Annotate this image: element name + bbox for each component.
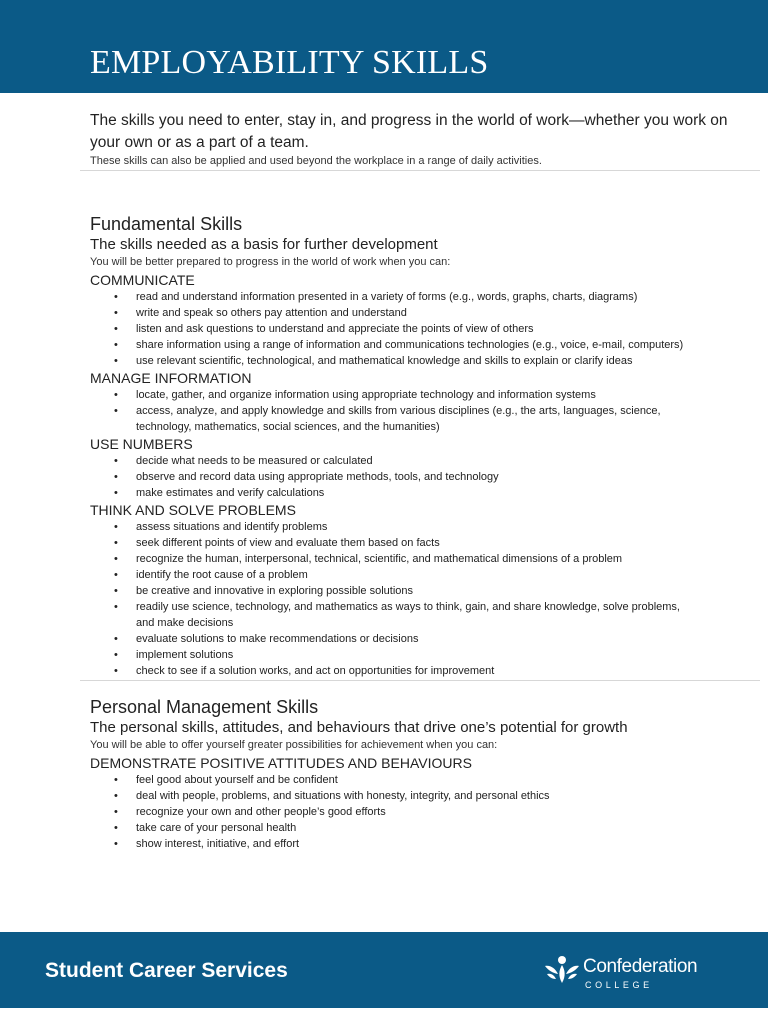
skill-groups (90, 754, 750, 852)
intro-sub: These skills can also be applied and used beyond the workplace in a range of daily activities. (90, 155, 542, 167)
confederation-emblem-icon (543, 954, 581, 984)
list-item: • listen and ask questions to understand and appreciate the points of view of others (90, 321, 696, 337)
intro-lead: The skills you need to enter, stay in, and progress in the world of work—whether you work on your own or as a part of a team. (90, 112, 728, 151)
section-lead: You will be able to offer yourself greater possibilities for achievement when you can: (90, 739, 498, 751)
list-item: • implement solutions (90, 647, 696, 663)
list-item: • use relevant scientific, technological, and mathematical knowledge and skills to explain or clarify ideas (90, 353, 696, 369)
page-footer (0, 932, 768, 1008)
list-item: • decide what needs to be measured or calculated (90, 453, 696, 469)
service-name: Student Career Services (45, 959, 288, 982)
list-item: • recognize your own and other people’s good efforts (90, 804, 696, 820)
list-item: • take care of your personal health (90, 820, 696, 836)
list-item: • feel good about yourself and be confident (90, 772, 696, 788)
list-item: • share information using a range of information and communications technologies (e.g., voice, e-mail, computers) (90, 337, 696, 353)
skill-list (90, 519, 750, 679)
list-item: • access, analyze, and apply knowledge and skills from various disciplines (e.g., the arts, languages, science, technology, mathematics, social sciences, and the humanities) (90, 403, 696, 435)
skill-groups (90, 271, 750, 679)
skill-list (90, 289, 750, 369)
list-item: • read and understand information presented in a variety of forms (e.g., words, graphs, charts, diagrams) (90, 289, 696, 305)
list-item: • identify the root cause of a problem (90, 567, 696, 583)
skill-list (90, 453, 750, 501)
document-body (90, 110, 750, 852)
section-title: Personal Management Skills (90, 697, 319, 717)
list-item: • make estimates and verify calculations (90, 485, 696, 501)
list-item: • check to see if a solution works, and act on opportunities for improvement (90, 663, 696, 679)
list-item: • recognize the human, interpersonal, technical, scientific, and mathematical dimensions of a problem (90, 551, 696, 567)
logo-name: Confederation (583, 956, 698, 977)
skill-list (90, 772, 750, 852)
section-title: Fundamental Skills (90, 214, 243, 234)
skill-group-title: MANAGE INFORMATION (90, 370, 252, 386)
section-subtitle: The skills needed as a basis for further development (90, 236, 438, 253)
skill-group-title: COMMUNICATE (90, 272, 195, 288)
list-item: • readily use science, technology, and mathematics as ways to think, gain, and share knowledge, solve problems, and make decisions (90, 599, 696, 631)
section-subtitle: The personal skills, attitudes, and behaviours that drive one’s potential for growth (90, 719, 628, 736)
page-title: EMPLOYABILITY SKILLS (90, 44, 489, 81)
personal-management-section (90, 696, 750, 852)
fundamental-skills-section (90, 213, 750, 679)
skill-group-title: THINK AND SOLVE PROBLEMS (90, 502, 296, 518)
page-header (0, 0, 768, 93)
list-item: • observe and record data using appropriate methods, tools, and technology (90, 469, 696, 485)
skill-group-title: USE NUMBERS (90, 436, 193, 452)
list-item: • seek different points of view and evaluate them based on facts (90, 535, 696, 551)
list-item: • show interest, initiative, and effort (90, 836, 696, 852)
list-item: • be creative and innovative in exploring possible solutions (90, 583, 696, 599)
skill-list (90, 387, 750, 435)
skill-group-title: DEMONSTRATE POSITIVE ATTITUDES AND BEHAVIOURS (90, 755, 472, 771)
list-item: • assess situations and identify problems (90, 519, 696, 535)
section-lead: You will be better prepared to progress in the world of work when you can: (90, 256, 451, 268)
college-logo (543, 952, 718, 996)
list-item: • locate, gather, and organize information using appropriate technology and information systems (90, 387, 696, 403)
list-item: • evaluate solutions to make recommendations or decisions (90, 631, 696, 647)
logo-subtitle: COLLEGE (585, 980, 653, 990)
list-item: • write and speak so others pay attention and understand (90, 305, 696, 321)
list-item: • deal with people, problems, and situations with honesty, integrity, and personal ethics (90, 788, 696, 804)
